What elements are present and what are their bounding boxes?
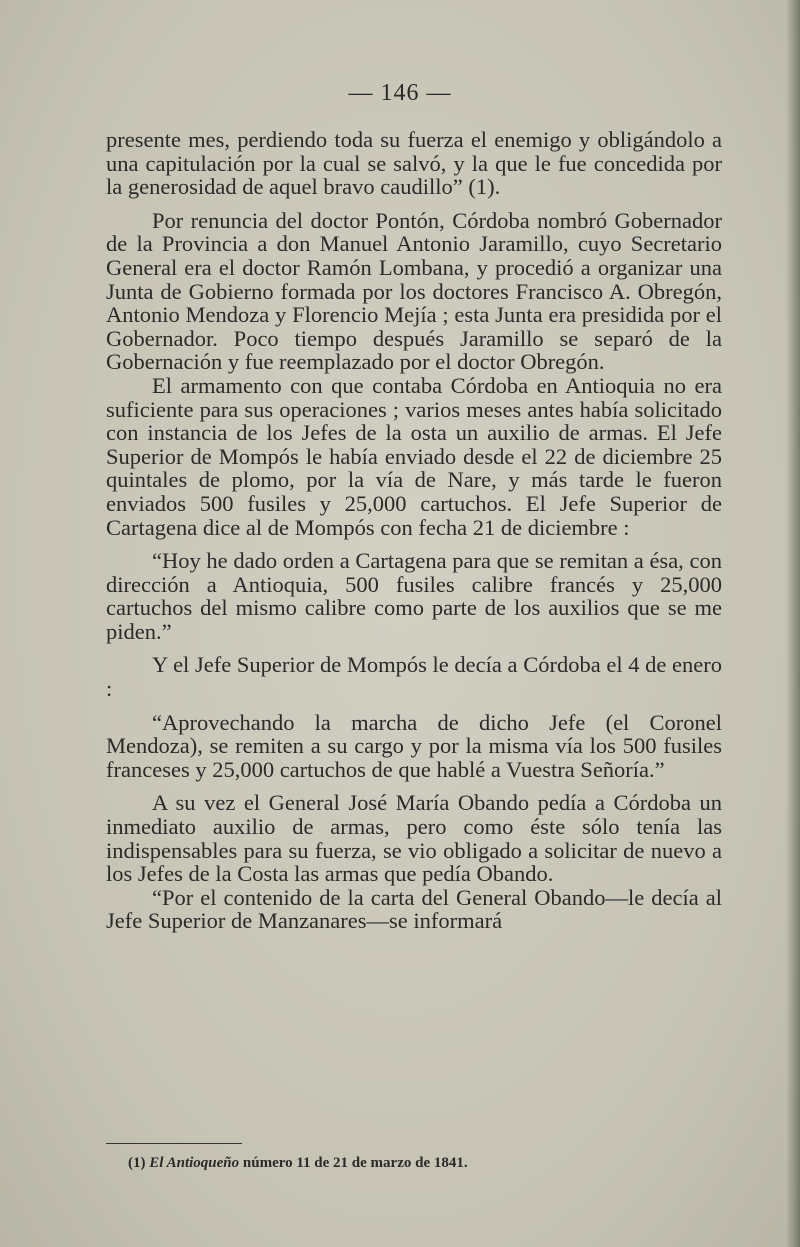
paragraph-4: Y el Jefe Superior de Mompós le decía a Córdoba el 4 de enero :: [106, 652, 722, 702]
paragraph-2: Por renuncia del doctor Pontón, Córdoba nombró Gobernador de la Provincia a don Manuel Antonio Jaramillo, cuyo Secretario General era el doctor Ramón Lombana, y procedió a organizar una Junta de Gobierno formada por los doctores Francisco A. Obregón, Antonio Mendoza y Florencio Mejía ; esta Junta era presidida por el Gobernador. Poco tiempo después Jaramillo se separó de la Gobernación y fue reemplazado por el doctor Obregón.: [106, 207, 722, 375]
paragraph-1: presente mes, perdiendo toda su fuerza el enemigo y obligándolo a una capitulación por la cual se salvó, y la que le fue concedida por la generosidad de aquel bravo caudillo” (1).: [106, 127, 722, 200]
page-number: — 146 —: [348, 80, 452, 106]
footnote-title: El Antioqueño: [149, 1155, 240, 1171]
footnote-rest: número 11 de 21 de marzo de 1841.: [242, 1155, 468, 1171]
quote-mompos: “Aprovechando la marcha de dicho Jefe (el Coronel Mendoza), se remiten a su cargo y por la misma vía los 500 fusiles franceses y 25,000 cartuchos de que hablé a Vuestra Señoría.”: [106, 709, 722, 782]
footnote-marker: (1): [128, 1155, 146, 1171]
paragraph-6: “Por el contenido de la carta del General Obando—le decía al Jefe Superior de Manzanares—se informará: [106, 884, 722, 934]
paragraph-3: El armamento con que contaba Córdoba en Antioquia no era suficiente para sus operaciones ; varios meses antes había solicitado con instancia de los Jefes de la osta un auxilio de armas. El Jefe Superior de Mompós le había enviado desde el 22 de diciembre 25 quintales de plomo, por la vía de Nare, y más tarde le fueron enviados 500 fusiles y 25,000 cartuchos. El Jefe Superior de Cartagena dice al de Mompós con fecha 21 de diciembre :: [106, 372, 722, 540]
footnote-rule: [106, 1143, 242, 1144]
footnote: [128, 1155, 688, 1172]
paragraph-5: A su vez el General José María Obando pedía a Córdoba un inmediato auxilio de armas, pero como éste sólo tenía las indispensables para su fuerza, se vio obligado a solicitar de nuevo a los Jefes de la Costa las armas que pedía Obando.: [106, 790, 722, 887]
quote-cartagena: “Hoy he dado orden a Cartagena para que se remitan a ésa, con dirección a Antioquia, 500 fusiles calibre francés y 25,000 cartuchos del mismo calibre como parte de los auxilios que se me piden.”: [106, 548, 722, 644]
body-text: [106, 128, 722, 933]
page-edge-shadow: [786, 0, 800, 1247]
